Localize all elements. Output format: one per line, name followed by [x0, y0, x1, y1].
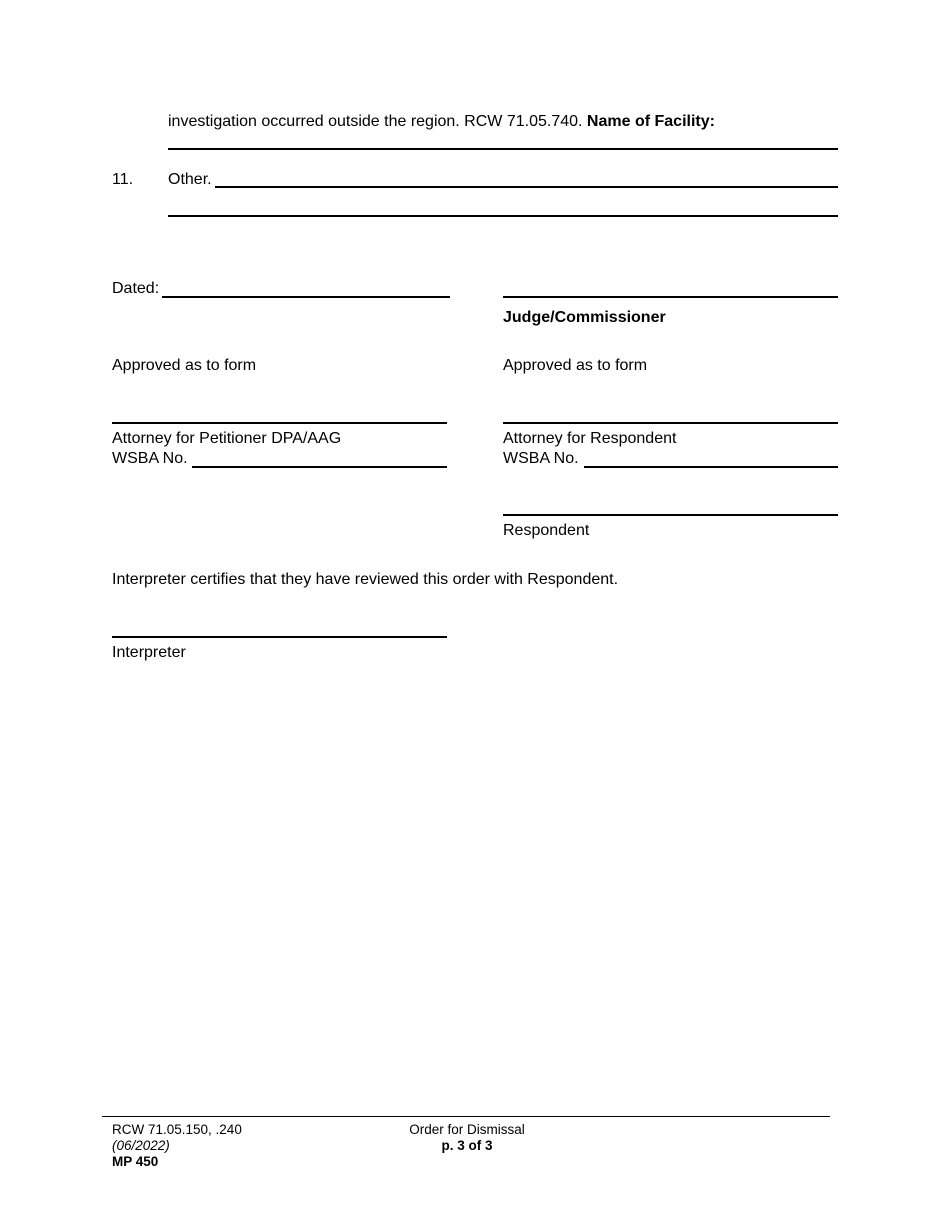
wsba-field-right[interactable]: [584, 466, 838, 468]
item10-continuation: [168, 113, 715, 131]
footer-page-number: p. 3 of 3: [441, 1138, 493, 1153]
wsba-label-right: WSBA No.: [503, 450, 579, 467]
respondent-signature-line[interactable]: [503, 514, 838, 516]
footer-rule: [102, 1116, 830, 1117]
petitioner-attorney-label: Attorney for Petitioner DPA/AAG: [112, 430, 342, 447]
footer-form-number: MP 450: [112, 1154, 159, 1169]
wsba-field-left[interactable]: [192, 466, 447, 468]
respondent-attorney-label: Attorney for Respondent: [503, 430, 677, 447]
footer-title: Order for Dismissal: [409, 1122, 525, 1137]
petitioner-attorney-signature-line[interactable]: [112, 422, 447, 424]
footer-revision: (06/2022): [112, 1138, 170, 1153]
wsba-label-left: WSBA No.: [112, 450, 188, 467]
approved-as-to-form-left: Approved as to form: [112, 357, 257, 374]
respondent-attorney-signature-line[interactable]: [503, 422, 838, 424]
other-field-line-2[interactable]: [168, 215, 838, 217]
interpreter-signature-line[interactable]: [112, 636, 447, 638]
judge-signature-line[interactable]: [503, 296, 838, 298]
approved-as-to-form-right: Approved as to form: [503, 357, 648, 374]
item11-number: 11.: [112, 171, 134, 188]
interpreter-label: Interpreter: [112, 644, 186, 661]
facility-label: Name of Facility:: [586, 113, 715, 130]
item11-label: Other.: [168, 171, 212, 188]
footer-statute: RCW 71.05.150, .240: [112, 1122, 242, 1137]
facility-name-field[interactable]: [168, 148, 838, 150]
item10-text: investigation occurred outside the region. RCW 71.05.740.: [168, 113, 583, 130]
dated-field[interactable]: [162, 296, 450, 298]
interpreter-certification: Interpreter certifies that they have reviewed this order with Respondent.: [112, 571, 619, 588]
respondent-label: Respondent: [503, 522, 590, 539]
dated-label: Dated:: [112, 280, 160, 297]
other-field-line-1[interactable]: [215, 186, 838, 188]
judge-commissioner-label: Judge/Commissioner: [503, 309, 666, 326]
